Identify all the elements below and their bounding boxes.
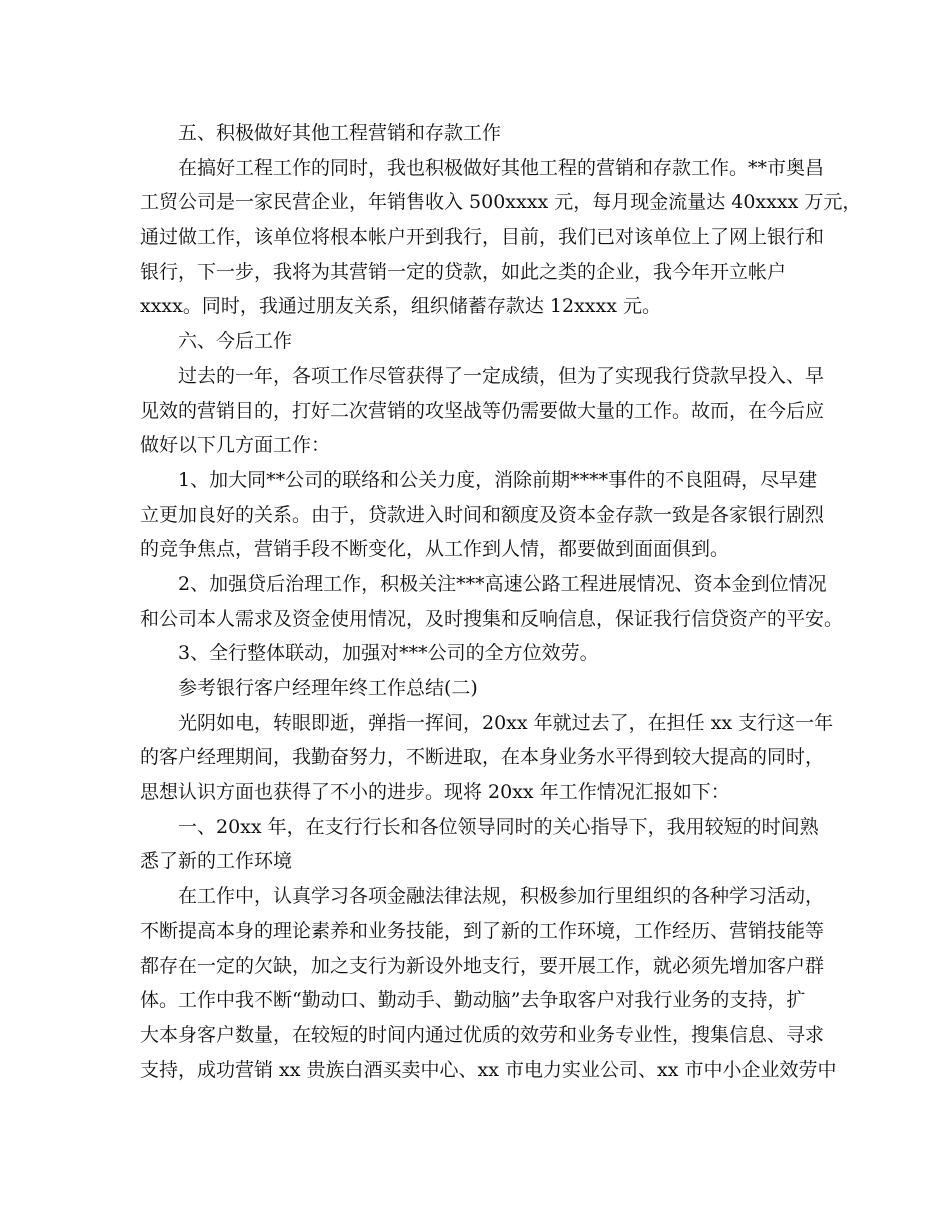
text-line: 大本身客户数量，在较短的时间内通过优质的效劳和业务专业性，搜集信息、寻求	[140, 1023, 825, 1046]
text-line: xxxx。同时，我通过朋友关系，组织储蓄存款达 12xxxx 元。	[140, 295, 661, 318]
text-line: 在搞好工程工作的同时，我也积极做好其他工程的营销和存款工作。**市奥昌	[178, 156, 825, 179]
text-line: 2、加强贷后治理工作，积极关注***高速公路工程进展情况、资本金到位情况	[178, 572, 827, 595]
text-line: 一、20xx 年，在支行行长和各位领导同时的关心指导下，我用较短的时间熟	[178, 815, 819, 838]
text-line: 六、今后工作	[178, 330, 293, 353]
text-line: 的竞争焦点，营销手段不断变化，从工作到人情，都要做到面面俱到。	[140, 538, 730, 561]
text-line: 3、全行整体联动，加强对***公司的全方位效劳。	[178, 642, 599, 665]
text-line: 过去的一年，各项工作尽管获得了一定成绩，但为了实现我行贷款早投入、早	[178, 364, 825, 387]
text-line: 体。工作中我不断“勤动口、勤动手、勤动脑”去争取客户对我行业务的支持，扩	[140, 989, 806, 1012]
text-line: 银行，下一步，我将为其营销一定的贷款，如此之类的企业，我今年开立帐户	[140, 260, 787, 283]
text-line: 见效的营销目的，打好二次营销的攻坚战等仍需要做大量的工作。故而，在今后应	[140, 399, 825, 422]
text-line: 不断提高本身的理论素养和业务技能，到了新的工作环境，工作经历、营销技能等	[140, 919, 825, 942]
text-line: 的客户经理期间，我勤奋努力，不断进取，在本身业务水平得到较大提高的同时，	[140, 746, 825, 769]
text-line: 立更加良好的关系。由于，贷款进入时间和额度及资本金存款一致是各家银行剧烈	[140, 503, 825, 526]
text-line: 通过做工作，该单位将根本帐户开到我行，目前，我们已对该单位上了网上银行和	[140, 226, 825, 249]
text-line: 五、积极做好其他工程营销和存款工作	[178, 122, 502, 144]
text-line: 都存在一定的欠缺，加之支行为新设外地支行，要开展工作，就必须先增加客户群	[140, 954, 825, 977]
text-line: 参考银行客户经理年终工作总结(二)	[178, 677, 478, 699]
text-line: 做好以下几方面工作：	[140, 434, 331, 457]
text-line: 支持，成功营销 xx 贵族白酒买卖中心、xx 市电力实业公司、xx 市中小企业效劳中	[140, 1058, 837, 1081]
document-body	[140, 116, 862, 1087]
text-line: 在工作中，认真学习各项金融法律法规，积极参加行里组织的各种学习活动，	[178, 885, 825, 908]
text-line: 和公司本人需求及资金使用情况，及时搜集和反响信息，保证我行信贷资产的平安。	[140, 607, 844, 630]
text-line: 光阴如电，转眼即逝，弹指一挥间，20xx 年就过去了，在担任 xx 支行这一年	[178, 711, 834, 734]
text-line: 1、加大同**公司的联络和公关力度，消除前期****事件的不良阻碍，尽早建	[178, 468, 818, 491]
text-line: 工贸公司是一家民营企业，年销售收入 500xxxx 元，每月现金流量达 40xxxx 万元，	[140, 191, 862, 214]
text-line: 思想认识方面也获得了不小的进步。现将 20xx 年工作情况汇报如下：	[140, 781, 730, 804]
text-line: 悉了新的工作环境	[140, 850, 293, 873]
